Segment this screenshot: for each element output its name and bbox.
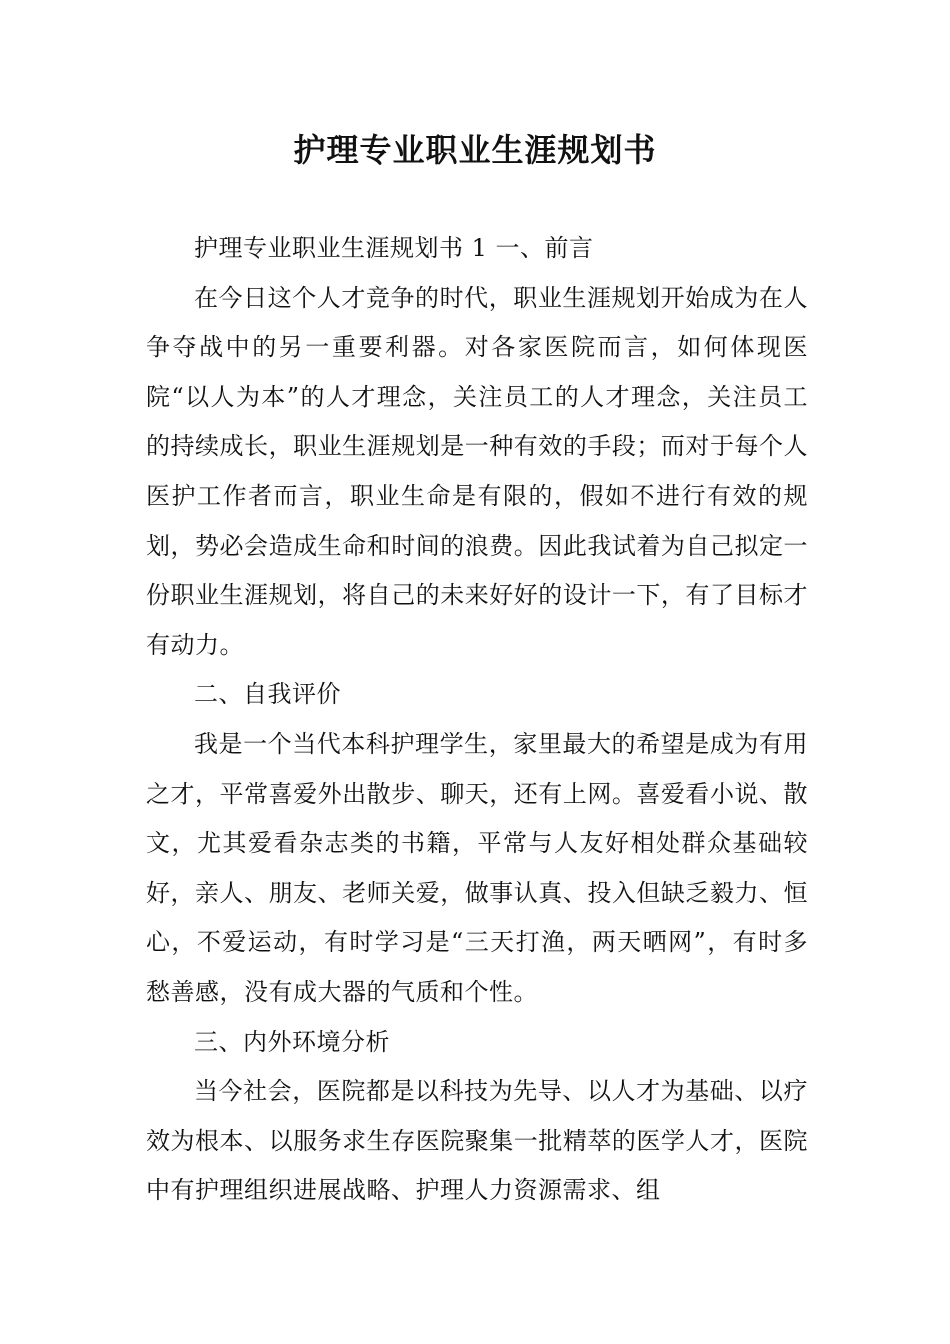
paragraph-self-evaluation-heading: 二、自我评价	[194, 680, 341, 709]
paragraph-environment-heading: 三、内外环境分析	[194, 1027, 390, 1056]
paragraph-self-evaluation: 我是一个当代本科护理学生，家里最大的希望是成为有用之才，平常喜爱外出散步、聊天，还有上网。喜爱看小说、散文，尤其爱看杂志类的书籍，平常与人友好相处群众基础较好，亲人、朋友、老师关爱，做事认真、投入但缺乏毅力、恒心，不爱运动，有时学习是“三天打渔，两天晒网”，有时多愁善感，没有成大器的气质和个性。	[146, 729, 808, 1006]
document-body	[146, 224, 808, 1216]
paragraph-environment: 当今社会，医院都是以科技为先导、以人才为基础、以疗效为根本、以服务求生存医院聚集一批精萃的医学人才，医院中有护理组织进展战略、护理人力资源需求、组	[146, 1077, 808, 1205]
paragraph-preface: 在今日这个人才竞争的时代，职业生涯规划开始成为在人争夺战中的另一重要利器。对各家医院而言，如何体现医院“以人为本”的人才理念，关注员工的人才理念，关注员工的持续成长，职业生涯规划是一种有效的手段；而对于每个人医护工作者而言，职业生命是有限的，假如不进行有效的规划，势必会造成生命和时间的浪费。因此我试着为自己拟定一份职业生涯规划，将自己的未来好好的设计一下，有了目标才有动力。	[146, 283, 808, 659]
paragraph-preface-heading: 护理专业职业生涯规划书 1 一、前言	[194, 234, 594, 262]
document-title: 护理专业职业生涯规划书	[293, 131, 657, 169]
